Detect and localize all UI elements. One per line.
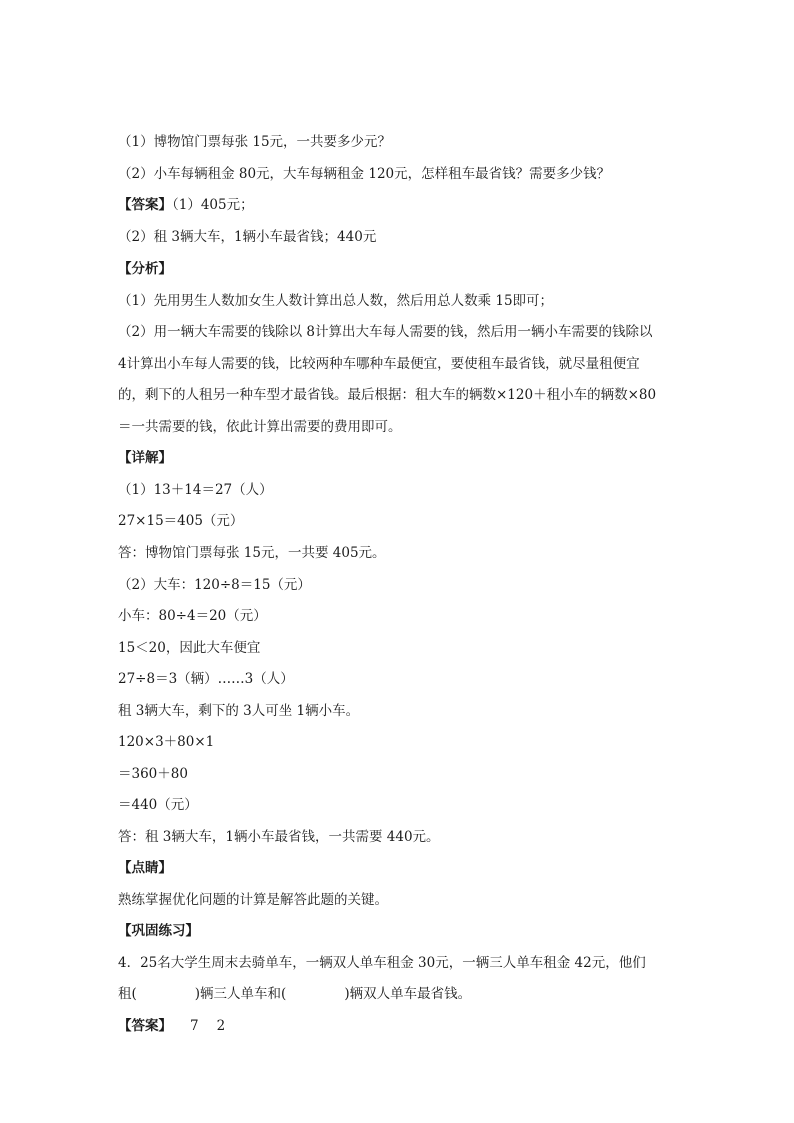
detail-line-10: ＝360＋80 (118, 766, 188, 782)
detail-line-2: 27×15＝405（元） (118, 513, 244, 529)
answer-line-3 (118, 1017, 225, 1035)
analysis-line-4: 的，剩下的人租另一种车型才最省钱。最后根据：租大车的辆数×120＋租小车的辆数×80 (118, 387, 657, 403)
detail-heading: 【详解】 (118, 450, 172, 466)
question-part-2: （2）小车每辆租金 80元，大车每辆租金 120元，怎样租车最省钱？需要多少钱？ (118, 166, 611, 182)
detail-line-5: 小车：80÷4＝20（元） (118, 608, 267, 624)
analysis-line-5: ＝一共需要的钱，依此计算出需要的费用即可。 (118, 419, 402, 435)
answer-value-2: 2 (216, 1018, 226, 1034)
question-4-part-3: )辆双人单车最省钱。 (344, 986, 472, 1002)
question-4-line-2 (118, 985, 471, 1003)
answer-heading-2: 【答案】 (118, 1018, 172, 1034)
detail-line-3: 答：博物馆门票每张 15元，一共要 405元。 (118, 545, 386, 561)
detail-line-1: （1）13＋14＝27（人） (118, 482, 273, 498)
detail-line-6: 15＜20，因此大车便宜 (118, 640, 261, 656)
answer-text-1: （1）405元； (172, 197, 254, 213)
question-4-line-1: 4．25名大学生周末去骑单车，一辆双人单车租金 30元，一辆三人单车租金 42元，他们 (118, 955, 646, 971)
analysis-line-2: （2）用一辆大车需要的钱除以 8计算出大车每人需要的钱，然后用一辆小车需要的钱除以 (118, 324, 653, 340)
comment-heading: 【点睛】 (118, 860, 172, 876)
detail-line-7: 27÷8＝3（辆）……3（人） (118, 671, 294, 687)
detail-line-9: 120×3＋80×1 (118, 734, 215, 750)
analysis-line-3: 4计算出小车每人需要的钱，比较两种车哪种车最便宜，要使租车最省钱，就尽量租便宜 (118, 356, 640, 372)
answer-value-1: 7 (190, 1018, 199, 1034)
analysis-line-1: （1）先用男生人数加女生人数计算出总人数，然后用总人数乘 15即可； (118, 293, 554, 309)
comment-line: 熟练掌握优化问题的计算是解答此题的关键。 (118, 892, 388, 908)
answer-heading: 【答案】 (118, 197, 172, 213)
detail-line-8: 租 3辆大车，剩下的 3人可坐 1辆小车。 (118, 703, 360, 719)
answer-line-1 (118, 196, 254, 214)
detail-line-12: 答：租 3辆大车，1辆小车最省钱，一共需要 440元。 (118, 829, 440, 845)
question-part-1: （1）博物馆门票每张 15元，一共要多少元？ (118, 134, 392, 150)
analysis-heading: 【分析】 (118, 261, 172, 277)
practice-heading: 【巩固练习】 (118, 923, 199, 939)
question-4-part-2: )辆三人单车和( (194, 986, 287, 1002)
detail-line-11: ＝440（元） (118, 797, 198, 813)
question-4-part-1: 租( (118, 986, 137, 1002)
detail-line-4: （2）大车：120÷8＝15（元） (118, 577, 311, 593)
answer-line-2: （2）租 3辆大车，1辆小车最省钱；440元 (118, 229, 377, 245)
